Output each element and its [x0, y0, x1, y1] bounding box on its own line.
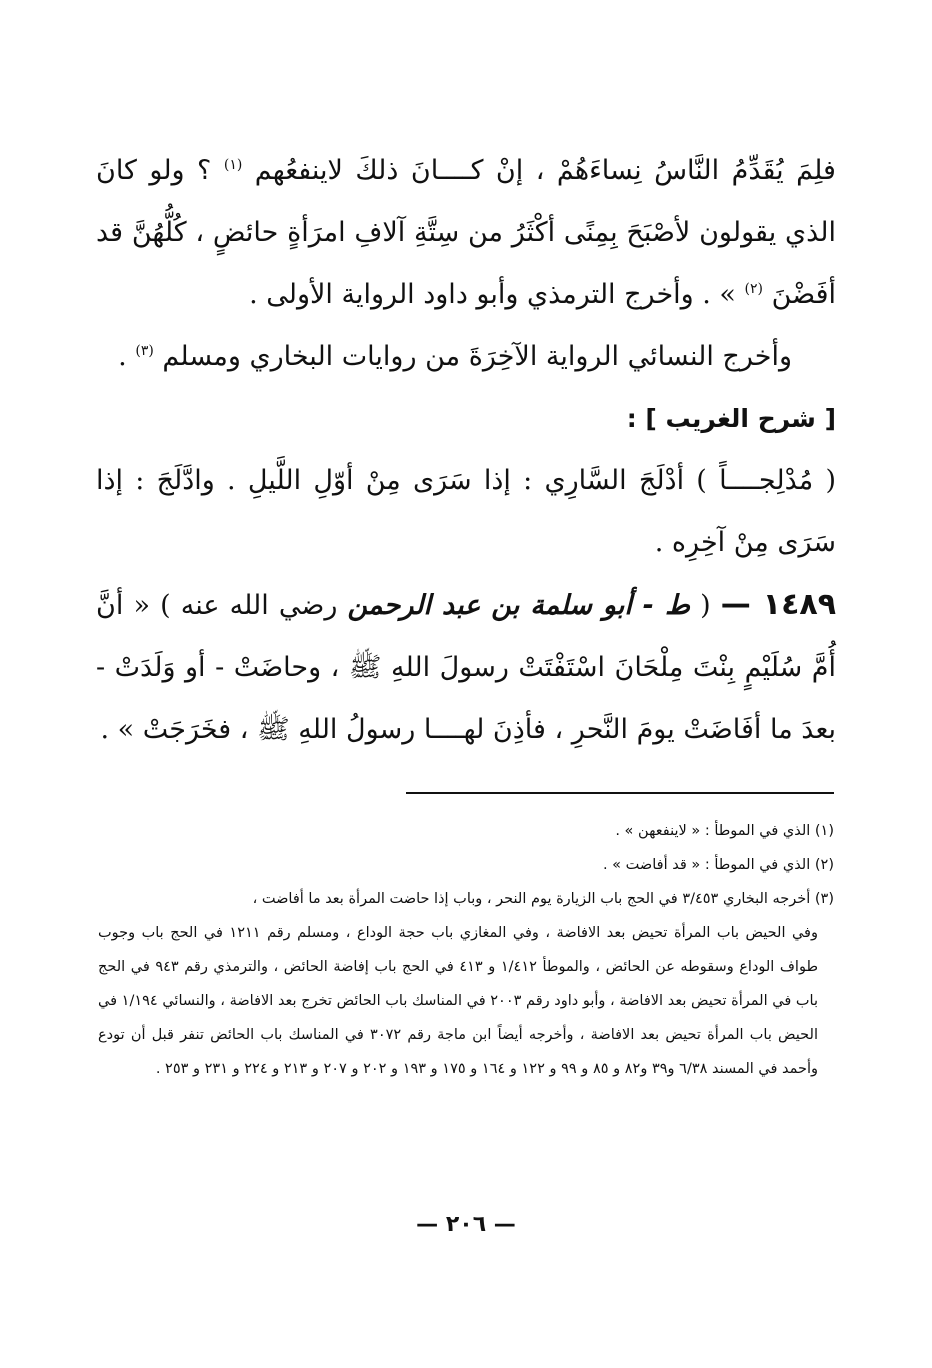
sharh-heading: [ شرح الغريب ] :: [626, 404, 836, 433]
footnote-3-continued: وفي الحيض باب المرأة تحيض بعد الافاضة ، وفي المغازي باب حجة الوداع ، ومسلم رقم ١٢١١ في الحج باب وجوب طواف الوداع وسقوطه عن الحائض ، والموطأ ١/٤١٢ و ٤١٣ في الحج باب إفاضة الحائض ، والترمذي رقم ٩٤٣ في الحج باب في المرأة تحيض بعد الافاضة ، وأبو داود رقم ٢٠٠٣ في المناسك باب الحائض تخرج بعد الافاضة ، والنسائي ١/١٩٤ في الحيض باب المرأة تحيض بعد الافاضة ، وأخرجه أيضاً ابن ماجة رقم ٣٠٧٢ في المناسك باب الحائض تنفر قبل أن تودع وأحمد في المسند ٦/٣٨ و٣٩ و٨٢ و ٨٥ و ٩٩ و ١٢٢ و ١٦٤ و ١٧٥ و ١٩٣ و ٢٠٢ و ٢٠٧ و ٢١٣ و ٢٢٤ و ٢٣١ و ٢٥٣ .: [98, 925, 818, 1077]
footnote-ref-1: (١): [223, 157, 243, 173]
hadith-marker: ط - أبو سلمة بن عبد الرحمن: [347, 590, 690, 621]
paragraph-2-end: .: [118, 341, 127, 372]
footnote-2: (٢) الذي في الموطأ : « قد أفاضت » .: [602, 857, 834, 873]
paragraph-1-text: فلِمَ يُقَدِّمُ النَّاسُ نِساءَهُمْ ، إنْ كــــانَ ذلكَ لاينفعُهم: [254, 155, 836, 186]
footnote-ref-2: (٢): [744, 281, 764, 297]
page-number: — ٢٠٦ —: [416, 1212, 516, 1237]
paragraph-1-text-b: ؟ ولو كانَ الذي يقولون لأصْبَحَ بِمِنًى أكْثَرُ من سِتَّةِ آلافِ امرَأةٍ حائضٍ ، كُلُّهُنَّ قد أفَضْنَ: [96, 155, 836, 310]
hadith-open-paren: (: [700, 590, 711, 621]
hadith-paragraph: [96, 574, 836, 761]
gharib-paragraph: ( مُدْلِجــــاً ) أدْلَجَ السَّارِي : إذا سَرَى مِنْ أوّلِ اللَّيلِ . وادَّلَجَ : إذا سَرَى مِنْ آخِرِه .: [96, 465, 836, 558]
footnote-1: (١) الذي في الموطأ : « لاينفعهن » .: [615, 823, 834, 839]
paragraph-1: [96, 140, 836, 326]
main-text: [96, 140, 836, 761]
footnote-ref-3: (٣): [135, 343, 154, 359]
hadith-text: رضي الله عنه ) « أنَّ أُمَّ سُلَيْمٍ بِنْتَ مِلْحَانَ اسْتَفْتَتْ رسولَ اللهِ ﷺ ، وحاضَتْ - أو وَلَدَتْ - بعدَ ما أفَاضَتْ يومَ النَّحرِ ، فأذِنَ لهــــا رسولُ اللهِ ﷺ ، فخَرَجَتْ » .: [96, 590, 836, 745]
paragraph-2-text: وأخرج النسائي الرواية الآخِرَةَ من روايات البخاري ومسلم: [162, 341, 792, 372]
hadith-number: ١٤٨٩ —: [720, 587, 837, 622]
paragraph-2: [96, 326, 836, 388]
footnote-3: (٣) أخرجه البخاري ٣/٤٥٣ في الحج باب الزيارة يوم النحر ، وباب إذا حاضت المرأة بعد ما أفاضت ،: [252, 891, 834, 907]
paragraph-1-text-c: » . وأخرج الترمذي وأبو داود الرواية الأولى .: [249, 279, 736, 310]
footnote-divider: [406, 792, 834, 794]
footnotes: [98, 814, 834, 1086]
